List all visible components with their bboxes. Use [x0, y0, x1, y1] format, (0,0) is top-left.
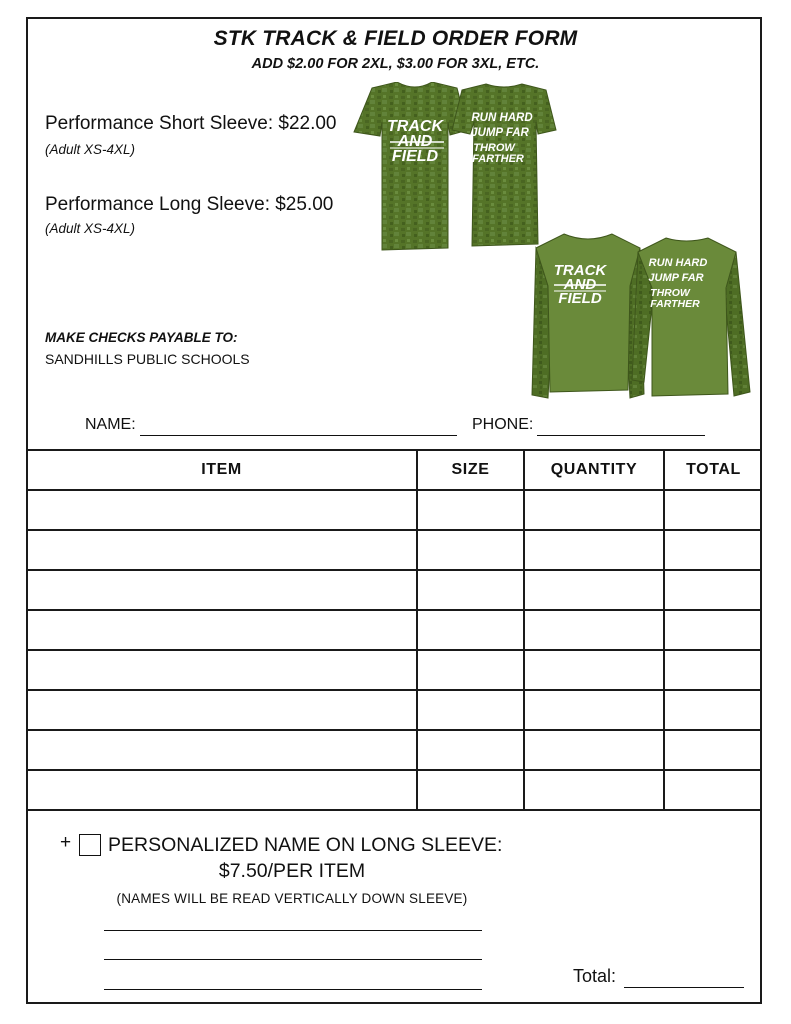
ls-back-art-line3: THROW: [650, 287, 690, 299]
short-sleeve-price: Performance Short Sleeve: $22.00: [45, 113, 337, 134]
quantity-cell[interactable]: [524, 570, 664, 610]
order-table: [27, 449, 762, 811]
phone-input-line[interactable]: [537, 435, 705, 436]
ls-front-art-line2: AND: [563, 276, 597, 293]
long-sleeve-price: Performance Long Sleeve: $25.00: [45, 194, 334, 215]
table-row: [27, 530, 762, 570]
item-cell[interactable]: [27, 690, 417, 730]
quantity-cell[interactable]: [524, 610, 664, 650]
table-row: [27, 770, 762, 810]
payment-label: MAKE CHECKS PAYABLE TO:: [45, 330, 238, 345]
size-cell[interactable]: [417, 650, 524, 690]
grand-total-label: Total:: [573, 966, 617, 986]
total-cell[interactable]: [664, 530, 762, 570]
size-cell[interactable]: [417, 610, 524, 650]
personalized-name-line-3[interactable]: [104, 989, 482, 990]
total-cell[interactable]: [664, 730, 762, 770]
table-row: [27, 490, 762, 530]
header-quantity: QUANTITY: [524, 450, 664, 490]
total-cell[interactable]: [664, 650, 762, 690]
name-label: NAME:: [85, 416, 136, 433]
phone-label: PHONE:: [472, 416, 534, 433]
size-cell[interactable]: [417, 730, 524, 770]
long-sleeve-shirts-image: [528, 230, 752, 405]
quantity-cell[interactable]: [524, 490, 664, 530]
front-long-sleeve: [532, 234, 644, 398]
grand-total-line[interactable]: [624, 987, 744, 988]
size-cell[interactable]: [417, 690, 524, 730]
long-sleeve-sizes: (Adult XS-4XL): [45, 221, 136, 236]
ls-back-art-line2: JUMP FAR: [648, 272, 704, 284]
item-cell[interactable]: [27, 610, 417, 650]
back-art-line1: RUN HARD: [471, 112, 533, 124]
total-cell[interactable]: [664, 690, 762, 730]
item-cell[interactable]: [27, 770, 417, 810]
payment-payee: SANDHILLS PUBLIC SCHOOLS: [45, 351, 250, 367]
form-title: STK TRACK & FIELD ORDER FORM: [213, 27, 578, 50]
size-cell[interactable]: [417, 490, 524, 530]
total-cell[interactable]: [664, 570, 762, 610]
personalization-price: $7.50/PER ITEM: [218, 860, 366, 882]
back-art-line2: JUMP FAR: [471, 127, 529, 139]
total-cell[interactable]: [664, 490, 762, 530]
quantity-cell[interactable]: [524, 730, 664, 770]
ls-back-art-line4: FARTHER: [650, 298, 700, 310]
name-input-line[interactable]: [140, 435, 457, 436]
front-shirt: [354, 82, 468, 250]
header-item: ITEM: [27, 450, 417, 490]
personalized-name-line-1[interactable]: [104, 930, 482, 931]
personalization-label: PERSONALIZED NAME ON LONG SLEEVE:: [108, 834, 503, 856]
back-art-line3: THROW: [473, 142, 515, 154]
header-total: TOTAL: [664, 450, 762, 490]
personalization-checkbox[interactable]: [79, 834, 101, 856]
table-row: [27, 690, 762, 730]
ls-front-art-line1: TRACK: [553, 262, 607, 279]
front-art-line3: FIELD: [391, 148, 439, 165]
item-cell[interactable]: [27, 730, 417, 770]
total-cell[interactable]: [664, 610, 762, 650]
ls-front-art-line3: FIELD: [558, 290, 602, 307]
item-cell[interactable]: [27, 570, 417, 610]
back-art-line4: FARTHER: [472, 153, 524, 165]
table-row: [27, 610, 762, 650]
short-sleeve-sizes: (Adult XS-4XL): [45, 142, 136, 157]
size-cell[interactable]: [417, 570, 524, 610]
item-cell[interactable]: [27, 490, 417, 530]
table-row: [27, 650, 762, 690]
front-art-line2: AND: [397, 133, 433, 150]
personalization-note: (NAMES WILL BE READ VERTICALLY DOWN SLEEVE): [116, 891, 468, 906]
personalized-name-line-2[interactable]: [104, 959, 482, 960]
quantity-cell[interactable]: [524, 690, 664, 730]
ls-back-art-line1: RUN HARD: [648, 257, 708, 269]
item-cell[interactable]: [27, 530, 417, 570]
front-art-line1: TRACK: [387, 118, 443, 135]
size-cell[interactable]: [417, 530, 524, 570]
item-cell[interactable]: [27, 650, 417, 690]
back-long-sleeve: [632, 238, 750, 396]
back-shirt: [452, 84, 556, 246]
quantity-cell[interactable]: [524, 650, 664, 690]
header-size: SIZE: [417, 450, 524, 490]
size-cell[interactable]: [417, 770, 524, 810]
quantity-cell[interactable]: [524, 530, 664, 570]
short-sleeve-shirts-image: [352, 82, 557, 252]
plus-sign: +: [60, 832, 72, 853]
form-subtitle: ADD $2.00 FOR 2XL, $3.00 FOR 3XL, ETC.: [251, 56, 540, 72]
table-row: [27, 570, 762, 610]
table-row: [27, 730, 762, 770]
total-cell[interactable]: [664, 770, 762, 810]
quantity-cell[interactable]: [524, 770, 664, 810]
